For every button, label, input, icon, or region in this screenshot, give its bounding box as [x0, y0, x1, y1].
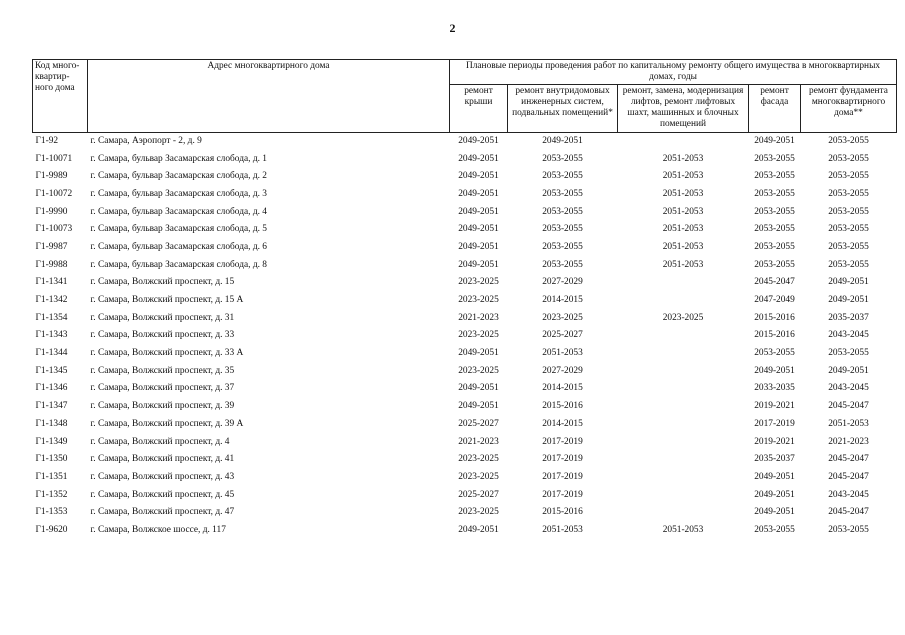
table-row	[33, 203, 897, 221]
cell-lifts	[618, 504, 749, 522]
cell-foundation: 2053-2055	[828, 348, 869, 359]
cell-facade: 2015-2016	[754, 312, 795, 323]
cell-lifts	[618, 132, 749, 150]
cell-code: Г1-1348	[35, 418, 68, 429]
cell-roof: 2049-2051	[458, 153, 499, 164]
table-row	[33, 486, 897, 504]
cell-foundation: 2053-2055	[828, 524, 869, 535]
cell-lifts	[618, 380, 749, 398]
cell-systems: 2014-2015	[542, 295, 583, 306]
cell-address: г. Самара, Волжский проспект, д. 45	[90, 489, 235, 500]
cell-address: г. Самара, Волжское шоссе, д. 117	[90, 524, 226, 535]
cell-foundation: 2043-2045	[828, 383, 869, 394]
cell-foundation: 2043-2045	[828, 330, 869, 341]
cell-address: г. Самара, бульвар Засамарская слобода, д. 6	[90, 241, 267, 252]
cell-code: Г1-9620	[35, 524, 68, 535]
table-body	[33, 132, 897, 539]
cell-lifts: 2051-2053	[662, 171, 704, 182]
cell-facade: 2049-2051	[754, 507, 795, 518]
cell-lifts: 2051-2053	[662, 206, 704, 217]
cell-foundation: 2053-2055	[828, 171, 869, 182]
cell-roof: 2049-2051	[458, 383, 499, 394]
header-systems: ремонт внутридомовых инженерных систем, подвальных помещений*	[508, 85, 618, 132]
cell-code: Г1-92	[35, 135, 59, 146]
cell-lifts	[618, 451, 749, 469]
cell-code: Г1-1349	[35, 436, 68, 447]
table-row	[33, 292, 897, 310]
cell-roof: 2021-2023	[458, 436, 499, 447]
cell-code: Г1-10072	[35, 188, 73, 199]
cell-systems: 2053-2055	[542, 241, 583, 252]
cell-address: г. Самара, Волжский проспект, д. 39 А	[90, 418, 244, 429]
cell-address: г. Самара, бульвар Засамарская слобода, д. 2	[90, 171, 267, 182]
table-row	[33, 469, 897, 487]
cell-code: Г1-9988	[35, 259, 68, 270]
cell-facade: 2045-2047	[754, 277, 795, 288]
cell-facade: 2053-2055	[754, 188, 795, 199]
cell-roof: 2025-2027	[458, 418, 499, 429]
table-row	[33, 186, 897, 204]
cell-code: Г1-1351	[35, 471, 68, 482]
table-row	[33, 451, 897, 469]
cell-foundation: 2049-2051	[828, 365, 869, 376]
cell-facade: 2035-2037	[754, 454, 795, 465]
table-row	[33, 327, 897, 345]
cell-systems: 2017-2019	[542, 436, 583, 447]
cell-roof: 2049-2051	[458, 188, 499, 199]
table-row	[33, 221, 897, 239]
cell-lifts: 2051-2053	[662, 241, 704, 252]
cell-roof: 2049-2051	[458, 524, 499, 535]
cell-systems: 2053-2055	[542, 171, 583, 182]
cell-lifts	[618, 292, 749, 310]
cell-roof: 2049-2051	[458, 348, 499, 359]
cell-systems: 2014-2015	[542, 383, 583, 394]
cell-foundation: 2045-2047	[828, 454, 869, 465]
table-row	[33, 504, 897, 522]
header-facade: ремонт фасада	[749, 85, 801, 132]
cell-foundation: 2053-2055	[828, 135, 869, 146]
cell-address: г. Самара, бульвар Засамарская слобода, д. 8	[90, 259, 267, 270]
table-row	[33, 363, 897, 381]
header-periods: Плановые периоды проведения работ по капитальному ремонту общего имущества в многоквартирных домах, годы	[450, 60, 897, 85]
cell-roof: 2023-2025	[458, 330, 499, 341]
cell-code: Г1-9990	[35, 206, 68, 217]
cell-systems: 2051-2053	[542, 524, 583, 535]
cell-roof: 2049-2051	[458, 224, 499, 235]
cell-roof: 2023-2025	[458, 507, 499, 518]
cell-roof: 2023-2025	[458, 295, 499, 306]
cell-facade: 2019-2021	[754, 401, 795, 412]
cell-systems: 2053-2055	[542, 206, 583, 217]
cell-systems: 2017-2019	[542, 471, 583, 482]
cell-code: Г1-1343	[35, 330, 68, 341]
cell-address: г. Самара, Волжский проспект, д. 31	[90, 312, 235, 323]
cell-roof: 2049-2051	[458, 241, 499, 252]
cell-address: г. Самара, Волжский проспект, д. 15 А	[90, 295, 244, 306]
table-row	[33, 309, 897, 327]
header-roof: ремонт крыши	[450, 85, 508, 132]
table-row	[33, 150, 897, 168]
cell-code: Г1-1352	[35, 489, 68, 500]
cell-code: Г1-1347	[35, 401, 68, 412]
cell-foundation: 2049-2051	[828, 295, 869, 306]
cell-facade: 2053-2055	[754, 241, 795, 252]
cell-lifts	[618, 416, 749, 434]
cell-lifts	[618, 433, 749, 451]
header-foundation: ремонт фундамента многоквартирного дома**	[801, 85, 897, 132]
cell-facade: 2053-2055	[754, 224, 795, 235]
table-row	[33, 433, 897, 451]
cell-address: г. Самара, Аэропорт - 2, д. 9	[90, 135, 202, 146]
cell-foundation: 2053-2055	[828, 224, 869, 235]
cell-lifts: 2051-2053	[662, 259, 704, 270]
cell-systems: 2051-2053	[542, 348, 583, 359]
cell-lifts: 2023-2025	[662, 312, 704, 323]
cell-foundation: 2053-2055	[828, 259, 869, 270]
cell-foundation: 2053-2055	[828, 188, 869, 199]
cell-address: г. Самара, бульвар Засамарская слобода, д. 1	[90, 153, 267, 164]
cell-address: г. Самара, бульвар Засамарская слобода, д. 4	[90, 206, 267, 217]
cell-facade: 2049-2051	[754, 471, 795, 482]
header-code: Код много-квартир-ного дома	[33, 60, 88, 133]
cell-roof: 2049-2051	[458, 401, 499, 412]
cell-lifts	[618, 363, 749, 381]
cell-facade: 2053-2055	[754, 348, 795, 359]
cell-address: г. Самара, Волжский проспект, д. 39	[90, 401, 235, 412]
cell-foundation: 2053-2055	[828, 206, 869, 217]
cell-facade: 2049-2051	[754, 489, 795, 500]
table-row	[33, 132, 897, 150]
capital-repair-table	[32, 59, 897, 539]
cell-roof: 2025-2027	[458, 489, 499, 500]
cell-systems: 2053-2055	[542, 259, 583, 270]
cell-foundation: 2053-2055	[828, 241, 869, 252]
cell-systems: 2053-2055	[542, 153, 583, 164]
cell-code: Г1-1345	[35, 365, 68, 376]
cell-facade: 2015-2016	[754, 330, 795, 341]
cell-facade: 2049-2051	[754, 135, 795, 146]
cell-address: г. Самара, Волжский проспект, д. 41	[90, 454, 235, 465]
cell-systems: 2015-2016	[542, 507, 583, 518]
cell-foundation: 2045-2047	[828, 471, 869, 482]
table-row	[33, 522, 897, 540]
cell-foundation: 2021-2023	[828, 436, 869, 447]
cell-lifts: 2051-2053	[662, 153, 704, 164]
cell-code: Г1-9987	[35, 241, 68, 252]
cell-address: г. Самара, Волжский проспект, д. 33 А	[90, 348, 244, 359]
cell-roof: 2021-2023	[458, 312, 499, 323]
cell-foundation: 2043-2045	[828, 489, 869, 500]
table-row	[33, 380, 897, 398]
cell-foundation: 2045-2047	[828, 507, 869, 518]
cell-roof: 2049-2051	[458, 259, 499, 270]
cell-facade: 2047-2049	[754, 295, 795, 306]
cell-roof: 2023-2025	[458, 365, 499, 376]
cell-facade: 2019-2021	[754, 436, 795, 447]
cell-address: г. Самара, Волжский проспект, д. 35	[90, 365, 235, 376]
cell-address: г. Самара, Волжский проспект, д. 15	[90, 277, 235, 288]
header-address: Адрес многоквартирного дома	[88, 60, 450, 133]
cell-lifts	[618, 486, 749, 504]
cell-code: Г1-1350	[35, 454, 68, 465]
cell-systems: 2017-2019	[542, 454, 583, 465]
cell-foundation: 2053-2055	[828, 153, 869, 164]
cell-foundation: 2051-2053	[828, 418, 869, 429]
cell-address: г. Самара, Волжский проспект, д. 47	[90, 507, 235, 518]
cell-foundation: 2045-2047	[828, 401, 869, 412]
cell-facade: 2017-2019	[754, 418, 795, 429]
cell-systems: 2053-2055	[542, 188, 583, 199]
cell-lifts: 2051-2053	[662, 224, 704, 235]
table-row	[33, 398, 897, 416]
cell-code: Г1-1346	[35, 383, 68, 394]
cell-code: Г1-1353	[35, 507, 68, 518]
table-row	[33, 345, 897, 363]
cell-systems: 2017-2019	[542, 489, 583, 500]
cell-roof: 2023-2025	[458, 471, 499, 482]
cell-code: Г1-1354	[35, 312, 68, 323]
cell-foundation: 2035-2037	[828, 312, 869, 323]
cell-systems: 2025-2027	[542, 330, 583, 341]
header-lifts: ремонт, замена, модернизация лифтов, ремонт лифтовых шахт, машинных и блочных помещений	[618, 85, 749, 132]
cell-roof: 2023-2025	[458, 277, 499, 288]
cell-systems: 2027-2029	[542, 365, 583, 376]
cell-lifts	[618, 398, 749, 416]
cell-code: Г1-1344	[35, 348, 68, 359]
cell-facade: 2053-2055	[754, 206, 795, 217]
table-row	[33, 256, 897, 274]
cell-address: г. Самара, Волжский проспект, д. 4	[90, 436, 230, 447]
cell-code: Г1-1342	[35, 295, 68, 306]
cell-facade: 2033-2035	[754, 383, 795, 394]
cell-lifts: 2051-2053	[662, 524, 704, 535]
cell-address: г. Самара, бульвар Засамарская слобода, д. 3	[90, 188, 267, 199]
cell-facade: 2053-2055	[754, 524, 795, 535]
table-row	[33, 239, 897, 257]
cell-code: Г1-9989	[35, 171, 68, 182]
cell-systems: 2027-2029	[542, 277, 583, 288]
cell-systems: 2053-2055	[542, 224, 583, 235]
cell-lifts: 2051-2053	[662, 188, 704, 199]
cell-lifts	[618, 327, 749, 345]
cell-lifts	[618, 469, 749, 487]
cell-address: г. Самара, Волжский проспект, д. 33	[90, 330, 235, 341]
cell-facade: 2049-2051	[754, 365, 795, 376]
table-row	[33, 274, 897, 292]
table-row	[33, 416, 897, 434]
cell-code: Г1-10073	[35, 224, 73, 235]
cell-systems: 2014-2015	[542, 418, 583, 429]
table-row	[33, 168, 897, 186]
cell-code: Г1-10071	[35, 153, 73, 164]
cell-foundation: 2049-2051	[828, 277, 869, 288]
page-number: 2	[449, 21, 456, 35]
cell-lifts	[618, 345, 749, 363]
cell-roof: 2049-2051	[458, 135, 499, 146]
cell-facade: 2053-2055	[754, 259, 795, 270]
cell-roof: 2023-2025	[458, 454, 499, 465]
cell-lifts	[618, 274, 749, 292]
cell-address: г. Самара, бульвар Засамарская слобода, д. 5	[90, 224, 267, 235]
cell-roof: 2049-2051	[458, 171, 499, 182]
cell-roof: 2049-2051	[458, 206, 499, 217]
cell-address: г. Самара, Волжский проспект, д. 43	[90, 471, 235, 482]
cell-systems: 2049-2051	[542, 135, 583, 146]
cell-systems: 2023-2025	[542, 312, 583, 323]
cell-address: г. Самара, Волжский проспект, д. 37	[90, 383, 235, 394]
cell-facade: 2053-2055	[754, 171, 795, 182]
cell-code: Г1-1341	[35, 277, 68, 288]
cell-systems: 2015-2016	[542, 401, 583, 412]
cell-facade: 2053-2055	[754, 153, 795, 164]
